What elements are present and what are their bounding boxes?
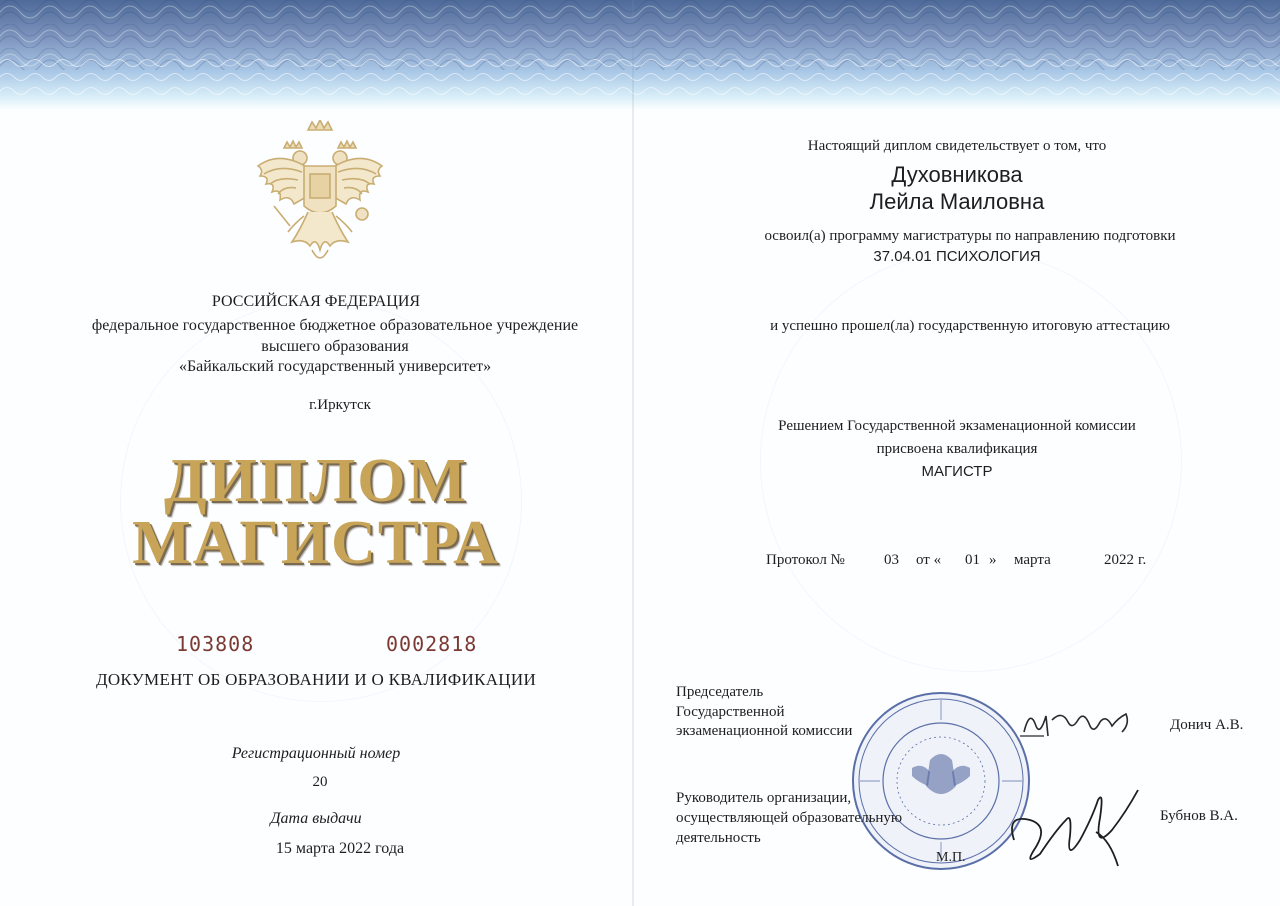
chair-name: Донич А.В. <box>1170 717 1244 733</box>
serial-number: 0002818 <box>386 632 478 656</box>
diploma-title-line1: ДИПЛОМ <box>163 447 469 515</box>
protocol-month: марта <box>1014 552 1051 568</box>
document-type: ДОКУМЕНТ ОБ ОБРАЗОВАНИИ И О КВАЛИФИКАЦИИ <box>95 670 537 689</box>
protocol-number: 03 <box>884 552 899 568</box>
head-name: Бубнов В.А. <box>1160 808 1238 824</box>
diploma-title-line2: МАГИСТРА <box>132 509 500 577</box>
head-label-line2: осуществляющей образовательную <box>676 810 903 826</box>
protocol-year-suffix: г. <box>1138 552 1147 568</box>
watermark-circle <box>760 250 1182 672</box>
chair-label-line3: экзаменационной комиссии <box>676 723 853 739</box>
issue-date: 15 марта 2022 года <box>275 840 405 857</box>
program-intro: освоил(а) программу магистратуры по направлению подготовки <box>764 228 1176 244</box>
protocol-day: 01 <box>965 552 980 568</box>
head-label-line3: деятельность <box>676 830 761 846</box>
head-label-line1: Руководитель организации, <box>676 790 852 806</box>
protocol-from: от « <box>916 552 942 568</box>
attestation-text: и успешно прошел(ла) государственную итоговую аттестацию <box>770 318 1170 334</box>
graduate-given-names: Лейла Маиловна <box>869 189 1045 214</box>
chair-label-line1: Председатель <box>676 684 764 700</box>
intro-text: Настоящий диплом свидетельствует о том, что <box>807 138 1107 154</box>
decision-line1: Решением Государственной экзаменационной комиссии <box>778 418 1136 434</box>
institution-line3: «Байкальский государственный университет» <box>178 358 492 375</box>
protocol-day-close: » <box>989 552 997 568</box>
serial-series: 103808 <box>176 632 255 656</box>
protocol-year: 2022 <box>1104 552 1134 568</box>
graduate-surname: Духовникова <box>891 162 1023 187</box>
seal-place-mark: М.П. <box>936 850 966 865</box>
country-name: РОССИЙСКАЯ ФЕДЕРАЦИЯ <box>211 293 421 310</box>
decision-line2: присвоена квалификация <box>876 441 1038 457</box>
registration-number: 20 <box>312 774 328 790</box>
issue-date-label: Дата выдачи <box>270 810 362 827</box>
coat-of-arms-emblem <box>250 120 390 268</box>
city: г.Иркутск <box>309 397 371 413</box>
chair-label-line2: Государственной <box>676 704 785 720</box>
program-name: 37.04.01 ПСИХОЛОГИЯ <box>873 248 1041 265</box>
protocol-label: Протокол № <box>766 552 845 568</box>
registration-label: Регистрационный номер <box>231 745 401 762</box>
guilloche-pattern <box>0 0 1280 110</box>
institution-line2: высшего образования <box>261 338 409 355</box>
institution-line1: федеральное государственное бюджетное образовательное учреждение <box>91 317 579 334</box>
head-signature <box>1000 770 1150 880</box>
security-pattern-band <box>0 0 1280 110</box>
qualification: МАГИСТР <box>921 463 993 480</box>
chair-signature <box>1018 696 1138 746</box>
